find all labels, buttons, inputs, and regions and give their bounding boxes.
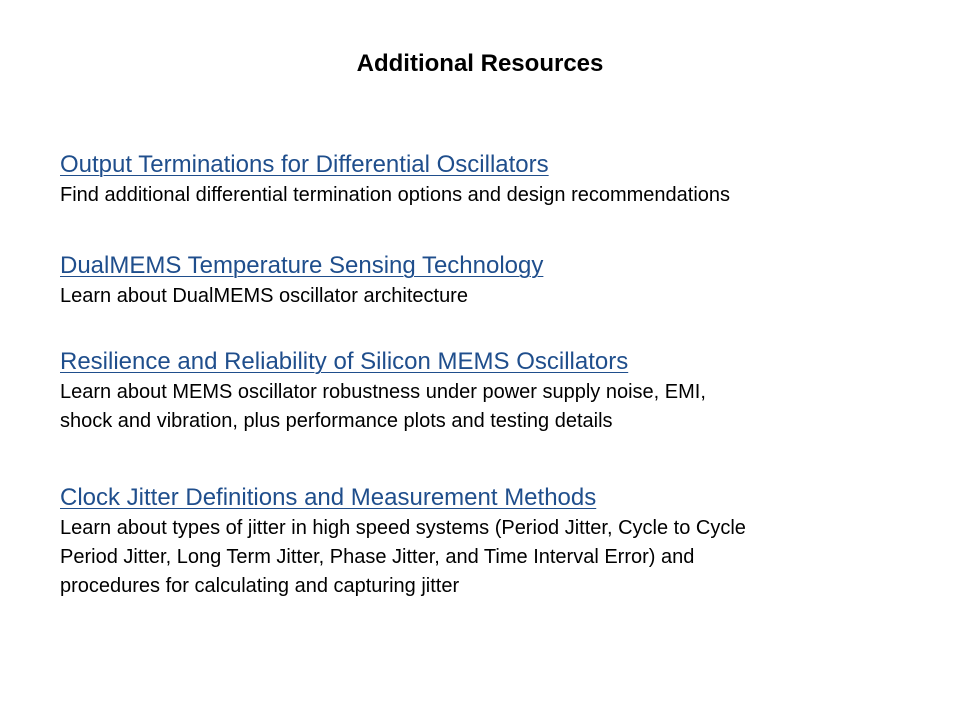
page-title: Additional Resources xyxy=(356,50,604,77)
resource-link-output-terminations[interactable]: Output Terminations for Differential Oscillators xyxy=(60,151,549,178)
resource-item-dualmems xyxy=(60,251,920,311)
resource-description: Learn about MEMS oscillator robustness under power supply noise, EMI, shock and vibration, plus performance plots and testing details xyxy=(60,381,706,432)
resource-item-resilience-reliability xyxy=(60,347,920,436)
resource-item-clock-jitter xyxy=(60,483,920,601)
resource-description: Learn about DualMEMS oscillator architecture xyxy=(60,285,468,307)
resource-link-clock-jitter[interactable]: Clock Jitter Definitions and Measurement Methods xyxy=(60,484,597,511)
resource-link-dualmems[interactable]: DualMEMS Temperature Sensing Technology xyxy=(60,252,544,279)
resource-description: Find additional differential termination options and design recommendations xyxy=(60,184,731,206)
resource-link-resilience-reliability[interactable]: Resilience and Reliability of Silicon MEMS Oscillators xyxy=(60,348,629,375)
resource-description: Learn about types of jitter in high speed systems (Period Jitter, Cycle to Cycle Period Jitter, Long Term Jitter, Phase Jitter, and Time Interval Error) and procedures for calculating and capturing jitter xyxy=(60,517,746,597)
resource-item-output-terminations xyxy=(60,150,920,210)
